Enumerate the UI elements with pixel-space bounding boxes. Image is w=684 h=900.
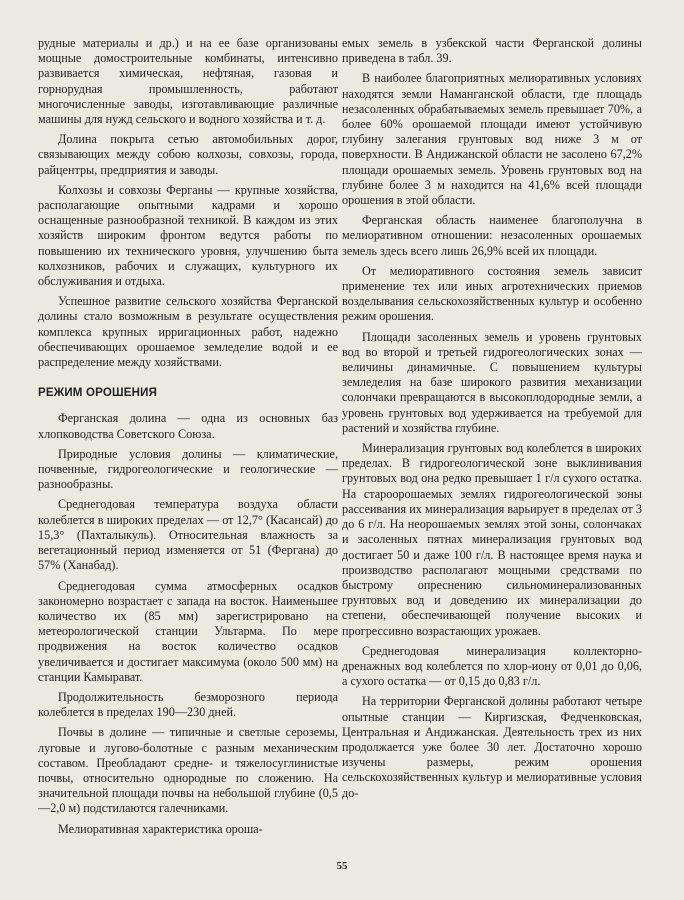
section-heading: РЕЖИМ ОРОШЕНИЯ xyxy=(38,387,158,400)
paragraph: Почвы в долине — типичные и светлые сероземы, луговые и лугово-болотные с разным механическим составом. Преобладают средне- и тяжелосуглинистые почвы, относительно однородные по сложению. На значительной площади почвы на небольшой глубине (0,5—2,0 м) подстилаются галечниками. xyxy=(38,725,338,816)
right-column xyxy=(342,36,642,806)
paragraph: Среднегодовая минерализация коллекторно-дренажных вод колеблется по хлор-иону от 0,01 до 0,06, а сухого остатка — от 0,15 до 0,83 г/л. xyxy=(342,643,642,689)
paragraph: В наиболее благоприятных мелиоративных условиях находятся земли Наманганской области, где площадь незасоленных обрабатываемых земель превышает 70%, а более 60% орошаемой площади имеют устойчивую глубину залегания грунтовых вод ниже 3 м от поверхности. В Андижанской области не засолено 67,2% площади орошаемых земель. Уровень грунтовых вод на глубине более 3 м находится на 41,6% всей площади орошения в этой области. xyxy=(342,71,642,208)
paragraph: Минерализация грунтовых вод колеблется в широких пределах. В гидрогеологической зоне выклинивания грунтовых вод она редко превышает 1 г/л сухого остатка. На староорошаемых землях гидрогеологической зоны рассеивания их минерализация варьирует в пределах от 3 до 6 г/л. На неорошаемых землях этой зоны, солончаках и засоленных пятнах минерализация грунтовых вод достигает 50 и даже 100 г/л. В настоящее время наука и производство располагают мощными средствами по быстрому опреснению сильноминерализованных грунтовых вод и доведению их минерализации до степени, обеспечивающей получение высоких и прогрессивно возрастающих урожаев. xyxy=(342,441,642,638)
paragraph: Природные условия долины — климатические, почвенные, гидрогеологические и геологические — разнообразны. xyxy=(38,446,338,492)
paragraph: Среднегодовая температура воздуха области колеблется в широких пределах — от 12,7° (Касансай) до 15,3° (Пахталыкуль). Относительная влажность за вегетационный период изменяется от 51 (Фергана) до 57% (Ханабад). xyxy=(38,497,338,573)
paragraph: Колхозы и совхозы Ферганы — крупные хозяйства, располагающие опытными кадрами и хорошо оснащенные разнообразной техникой. В каждом из этих хозяйств широким фронтом ведутся работы по повышению их технического уровня, улучшению быта колхозников, рабочих и служащих, культурного их обслуживания и отдыха. xyxy=(38,182,338,289)
paragraph: Успешное развитие сельского хозяйства Ферганской долины стало возможным в результате осуществления комплекса крупных ирригационных работ, надежно обеспечивающих орошаемое земледелие водой и ее распределение между хозяйствами. xyxy=(38,294,338,370)
paragraph: Площади засоленных земель и уровень грунтовых вод во второй и третьей гидрогеологических зонах — величины динамичные. С повышением культуры земледелия на базе широкого развития механизации солончаки превращаются в высокоплодородные земли, а уровень грунтовых вод удерживается на требуемой для растений и хозяйства глубине. xyxy=(342,329,642,435)
paragraph: емых земель в узбекской части Ферганской долины приведена в табл. 39. xyxy=(342,36,642,66)
paragraph: Мелиоративная характеристика ороша- xyxy=(58,821,263,836)
paragraph: Долина покрыта сетью автомобильных дорог, связывающих между собою колхозы, совхозы, города, райцентры, предприятия и заводы. xyxy=(38,132,338,177)
paragraph: Ферганская область наименее благополучна в мелиоративном отношении: незасоленных орошаемых земель здесь всего лишь 26,9% всей их площади. xyxy=(342,213,642,258)
paragraph: От мелиоративного состояния земель зависит применение тех или иных агротехнических приемов возделывания сельскохозяйственных культур и особенно режим орошения. xyxy=(342,263,642,324)
paragraph: рудные материалы и др.) и на ее базе организованы мощные домостроительные комбинаты, интенсивно развивается химическая, нефтяная, газовая и горнорудная промышленность, работают многочисленные заводы, изготавливающие различные машины для нужд сельского и водного хозяйства и т. д. xyxy=(38,36,338,127)
paragraph: На территории Ферганской долины работают четыре опытные станции — Киргизская, Федченковская, Центральная и Андижанская. Деятельность трех из них продолжается уже более 30 лет. Достаточно хорошо изучены размеры, режим орошения сельскохозяйственных культур и мелиоративные условия до- xyxy=(342,694,642,800)
paragraph: Продолжительность безморозного периода колеблется в пределах 190—230 дней. xyxy=(38,689,338,720)
paragraph: Среднегодовая сумма атмосферных осадков закономерно возрастает с запада на восток. Наименьшее количество их (85 мм) зарегистрировано на метеорологической станции Ультарма. По мере продвижения на восток количество осадков увеличивается и достигает максимума (около 500 мм) на станции Камырават. xyxy=(38,578,338,684)
page-number: 55 xyxy=(336,860,348,872)
left-column xyxy=(38,36,338,842)
paragraph: Ферганская долина — одна из основных баз хлопководства Советского Союза. xyxy=(38,411,338,441)
